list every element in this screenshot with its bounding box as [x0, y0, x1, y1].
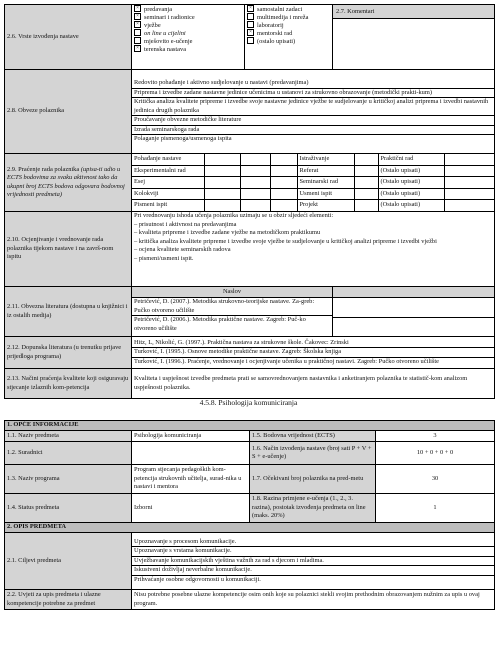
ects-input[interactable]	[240, 154, 270, 165]
table-cell: Istraživanje	[297, 154, 354, 165]
table-row	[5, 421, 495, 431]
list-item: Hitz, L, Nikolić, G. (1997.). Praktična nastava za strukovne škole. Čakovec: Zrinski	[132, 339, 494, 349]
teaching-types-left	[132, 5, 245, 70]
list-item: Pri vrednovanju ishoda učenja polaznika uzimaju se u obzir sljedeći elementi:	[134, 212, 334, 219]
list-item: Iskustveni doživljaj neverbalne komunikacije.	[132, 566, 494, 576]
table-row	[132, 165, 494, 176]
supplementary-label: 2.12. Dopunska literatura (u trenutku prijave prijedloga programa)	[5, 337, 132, 369]
ects-input[interactable]	[444, 200, 494, 211]
checkbox-item[interactable]: (ostalo upisati)	[247, 38, 330, 46]
table-cell: Eksperimentalni rad	[132, 165, 204, 176]
assessment-label: 2.10. Ocjenjivanje i vrednovanje rada polaznika tijekom nastave i na završ-nom ispitu	[5, 212, 132, 287]
table-cell: Seminarski rad	[297, 177, 354, 188]
expected-students-value: 30	[376, 465, 495, 494]
prerequisites-value: Nisu potrebne posebne ulazne kompetencije osim onih koje su polaznici stekli svojim prethodnim obrazovanjem nužnim za upis u ovaj program.	[132, 590, 495, 610]
checkbox-icon[interactable]	[247, 37, 254, 44]
ects-input[interactable]	[354, 188, 378, 199]
list-item: – prisutnost i aktivnost na predavanjima	[134, 220, 237, 228]
ects-input[interactable]	[270, 188, 297, 199]
checkbox-icon[interactable]	[134, 37, 141, 44]
list-item: – kvaliteta pripreme i izvedbe zadane vježbe na metodičkom praktikumu	[134, 229, 321, 237]
checkbox-item[interactable]: × vježbe	[134, 22, 242, 30]
ects-input[interactable]	[444, 177, 494, 188]
ects-input[interactable]	[270, 177, 297, 188]
comments-label: 2.7. Komentari	[333, 5, 494, 19]
ects-input[interactable]	[444, 165, 494, 176]
table-row	[5, 465, 495, 494]
obligations-label: 2.8. Obveze polaznika	[5, 70, 132, 154]
status-value: Izborni	[132, 494, 250, 523]
list-item: Priprema i izvedbe zadane nastavne jedinice učenicima u ustanovi za strukovno obrazovanje (metodički prakti-kum)	[132, 89, 494, 99]
list-item: Redovito pohađanje i aktivno sudjelovanje u nastavi (predavanjima)	[132, 79, 494, 89]
comments-cell	[333, 5, 495, 70]
ects-input[interactable]	[354, 200, 378, 211]
delivery-value: 10 + 0 + 0 + 0	[376, 442, 495, 465]
ects-input[interactable]	[270, 154, 297, 165]
checkbox-icon[interactable]: ×	[134, 21, 141, 28]
supplementary-list	[132, 337, 495, 369]
quality-label: 2.13. Načini praćenja kvalitete koji osiguravaju stjecanje izlaznih kom-petencija	[5, 369, 132, 399]
course-name-label: 1.1. Naziv predmeta	[5, 431, 132, 442]
ects-input[interactable]	[270, 165, 297, 176]
checkbox-icon[interactable]: ×	[134, 13, 141, 20]
associates-label: 1.2. Suradnici	[5, 442, 132, 465]
checkbox-item[interactable]: × seminari i radionice	[134, 14, 242, 22]
section-header: 2. OPIS PREDMETA	[5, 523, 495, 533]
table-row	[5, 523, 495, 533]
ects-input[interactable]	[354, 177, 378, 188]
monitoring-label-main: 2.9. Praćenje rada polaznika	[7, 165, 80, 173]
checkbox-icon[interactable]: ×	[247, 29, 254, 36]
list-item: Prihvaćanje osobne odgovornosti u komunikaciji.	[134, 575, 261, 583]
table-cell: Esej	[132, 177, 204, 188]
monitoring-table	[132, 154, 494, 211]
list-item: Petričević, D. (2006.). Metodika praktične nastave. Zagreb: Puč-ko otvoreno učilište	[134, 316, 306, 332]
list-item: Turković, I. (1996.). Praćenje, vrednovanje i ocjenjivanje učenika u praktičnoj nastavi. Zagreb: Pučko otvoreno učilište	[134, 357, 440, 365]
list-item: Upoznavanje s procesom komunikacije.	[132, 538, 494, 548]
list-item: Petričević, D. (2007.). Metodika strukovno-teorijske nastave. Za-greb: Pučko otvoreno učilište	[132, 298, 332, 316]
table-general-info	[4, 420, 495, 610]
row-literature	[5, 287, 495, 337]
course-name-value: Psihologija komuniciranja	[132, 431, 250, 442]
goals-list	[132, 533, 495, 590]
ects-input[interactable]	[240, 188, 270, 199]
table-cell: (Ostalo upisati)	[378, 165, 444, 176]
ects-input[interactable]	[204, 154, 240, 165]
table-row	[132, 188, 494, 199]
ects-input[interactable]	[240, 200, 270, 211]
table-cell: Usmeni ispit	[297, 188, 354, 199]
obligations-list	[132, 70, 495, 154]
checkbox-icon[interactable]	[134, 29, 141, 36]
list-item: – ocjena kvalitete seminarskih radova	[134, 246, 231, 254]
program-value: Program stjecanja pedagoških kom-petencija strukovnih učitelja, surad-nika u nastavi i mentora	[132, 465, 250, 494]
assessment-list	[132, 212, 495, 287]
checkbox-item[interactable]: on line u cijelini	[134, 30, 242, 38]
section-title: 4.5.8. Psihologija komuniciranja	[199, 398, 298, 407]
row-teaching-types	[5, 5, 495, 70]
table-cell: Kolokviji	[132, 188, 204, 199]
ects-value: 3	[376, 431, 495, 442]
ects-input[interactable]	[204, 188, 240, 199]
table-course-details	[4, 4, 495, 399]
checkbox-item[interactable]: × samostalni zadaci	[247, 6, 330, 14]
table-cell: (Ostalo upisati)	[378, 188, 444, 199]
goals-label: 2.1. Ciljevi predmeta	[5, 533, 132, 590]
row-supplementary	[5, 337, 495, 369]
elearning-label: 1.8. Razina primjene e-učenja (1., 2., 3. razina), postotak izvođenja predmeta on line (maks. 20%)	[250, 494, 376, 523]
list-item: Proučavanje obvezne metodičke literature	[132, 116, 494, 126]
ects-input[interactable]	[270, 200, 297, 211]
list-item: – kritička analiza kvalitete pripreme i izvedbe svoje vježbe te sudjelovanje u kritičkoj analizi pripreme i izvedbi vježbi	[134, 237, 437, 245]
table-row	[5, 533, 495, 590]
elearning-value: 1	[376, 494, 495, 523]
section-header: 1. OPĆE INFORMACIJE	[5, 421, 495, 431]
table-row	[5, 590, 495, 610]
ects-input[interactable]	[204, 177, 240, 188]
table-row	[132, 177, 494, 188]
checkbox-icon[interactable]: ×	[247, 5, 254, 12]
checkbox-item[interactable]: multimedija i mreža	[247, 14, 330, 22]
list-item: Turković, I. (1995.). Osnove metodike praktične nastave. Zagreb: Školska knjiga	[132, 348, 494, 358]
monitoring-label	[5, 154, 132, 212]
checkbox-item[interactable]: mješovito e-učenje	[134, 38, 242, 46]
ects-input[interactable]	[204, 165, 240, 176]
list-item: Kritička analiza kvalitete pripreme i izvedbe svoje nastavne jedinice vježbe te sudjelovanje u kritičkoj analizi pripremа i izvedbi nastavnih jedinica drugih polaznika	[132, 98, 494, 116]
table-cell: (Ostalo upisati)	[378, 177, 444, 188]
checkbox-item[interactable]: × predavanja	[134, 6, 242, 14]
list-item: – pismeni/usmeni ispit.	[134, 254, 194, 262]
literature-list	[132, 287, 333, 337]
literature-label: 2.11. Obvezna literatura (dostupna u knjižnici i iz ostalih medija)	[5, 287, 132, 337]
checkbox-item[interactable]: × terenska nastava	[134, 46, 242, 54]
delivery-label: 1.6. Način izvođenja nastave (broj sati P + V + S + e-učenje)	[250, 442, 376, 465]
ects-input[interactable]	[444, 188, 494, 199]
table-row	[132, 200, 494, 211]
ects-input[interactable]	[240, 165, 270, 176]
checkbox-icon[interactable]: ×	[134, 5, 141, 12]
prerequisites-label: 2.2. Uvjeti za upis predmeta i ulazne kompetencije potrebne za predmet	[5, 590, 132, 610]
literature-header: Naslov	[132, 287, 332, 298]
teaching-types-right	[245, 5, 333, 70]
list-item: Upoznavanje s vrstama komunikacije.	[132, 547, 494, 557]
quality-text: Kvaliteta i uspješnost izvedbe predmeta prati se samovrednovanjem nastavnika i anketiranjem polaznika te statistič-kom analizom uspješnosti polaznika.	[132, 369, 495, 399]
ects-input[interactable]	[354, 154, 378, 165]
table-row	[5, 431, 495, 442]
ects-input[interactable]	[354, 165, 378, 176]
table-row	[5, 494, 495, 523]
checkbox-icon[interactable]	[247, 13, 254, 20]
table-cell: Pismeni ispit	[132, 200, 204, 211]
list-item: Uvježbavanje komunikacijskih vještina važnih za rad s djecom i mladima.	[132, 557, 494, 567]
row-monitoring	[5, 154, 495, 212]
table-cell: Referat	[297, 165, 354, 176]
comments-field[interactable]	[333, 19, 494, 69]
expected-students-label: 1.7. Očekivani broj polaznika na pred-metu	[250, 465, 376, 494]
ects-input[interactable]	[204, 200, 240, 211]
status-label: 1.4. Status predmeta	[5, 494, 132, 523]
checkbox-icon[interactable]: ×	[134, 45, 141, 52]
table-cell: (Ostalo upisati)	[378, 200, 444, 211]
table-row	[132, 154, 494, 165]
checkbox-item[interactable]: laboratorij	[247, 22, 330, 30]
monitoring-grid	[132, 154, 495, 212]
monitoring-label-note: (upisa-ti udio u ECTS bodovima za svaku aktivnost tako da ukupni broj ECTS bodova odgovara bodovnoj vrijednosti predmeta)	[7, 165, 125, 198]
program-label: 1.3. Naziv programa	[5, 465, 132, 494]
ects-input[interactable]	[240, 177, 270, 188]
row-quality	[5, 369, 495, 399]
associates-value	[132, 442, 250, 465]
list-item: Polaganje pismenoga/usmenoga ispita	[134, 135, 232, 143]
teaching-types-label: 2.6. Vrste izvođenja nastave	[5, 5, 132, 70]
row-obligations	[5, 70, 495, 154]
literature-extra	[333, 287, 495, 337]
list-item: Izrada seminarskoga rada	[132, 126, 494, 136]
table-row	[5, 442, 495, 465]
checkbox-icon[interactable]	[247, 21, 254, 28]
row-assessment	[5, 212, 495, 287]
table-cell: Projekt	[297, 200, 354, 211]
ects-input[interactable]	[444, 154, 494, 165]
ects-label: 1.5. Bodovna vrijednost (ECTS)	[250, 431, 376, 442]
table-cell: Praktični rad	[378, 154, 444, 165]
page	[0, 4, 497, 645]
table-cell: Pohađanje nastave	[132, 154, 204, 165]
checkbox-item[interactable]: × mentorski rad	[247, 30, 330, 38]
